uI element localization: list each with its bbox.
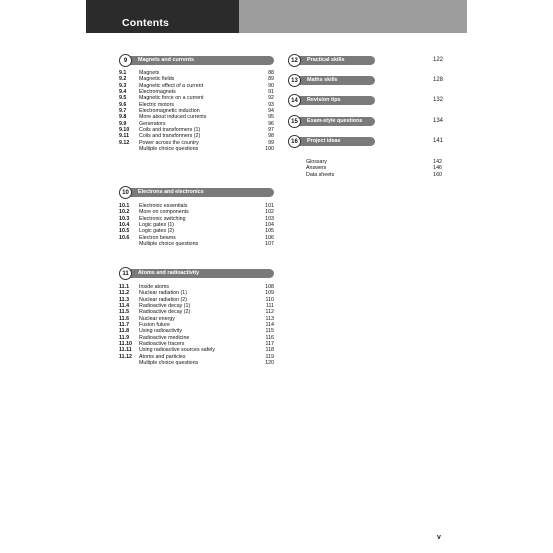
entry-number: 9.12: [119, 139, 130, 146]
entry-page: 111: [265, 303, 274, 310]
entry-page: 106: [265, 234, 274, 241]
entry-title: Coils and transformers (1): [139, 127, 201, 134]
entry-title: Data sheets: [306, 171, 335, 178]
entry-page: 116: [265, 334, 274, 341]
entry-page: 117: [265, 341, 274, 348]
entry-title: Multiple choice questions: [139, 146, 199, 153]
entry-title: Logic gates (2): [139, 228, 175, 235]
entry-number: 11.3: [119, 296, 130, 303]
entry-page: 115: [265, 328, 274, 335]
chapter-10-entries: [119, 203, 274, 247]
entry-title: Electromagnets: [139, 89, 176, 96]
chapter-heading-14[interactable]: [288, 95, 443, 106]
entry-title: Electromagnetic induction: [139, 108, 200, 115]
entry-number: 9.10: [119, 127, 130, 134]
entry-title: Atoms and particles: [139, 353, 186, 360]
entry-title: Magnetic effect of a current: [139, 82, 204, 89]
entry-page: 98: [268, 133, 274, 140]
entry-title: Fusion future: [139, 322, 170, 329]
chapter-title: Project ideas: [307, 138, 341, 144]
entry-page: 120: [265, 360, 274, 367]
chapter-heading-13[interactable]: [288, 75, 443, 86]
entry-page: 95: [268, 114, 274, 121]
chapter-heading-9[interactable]: [119, 55, 274, 66]
entry-title: Radioactive decay (1): [139, 303, 191, 310]
entry-title: Using radioactive sources safely: [139, 347, 215, 354]
chapter-title: Maths skills: [307, 77, 338, 83]
toc-entry[interactable]: [119, 360, 274, 366]
entry-page: 99: [268, 139, 274, 146]
chapter-number: 14: [288, 94, 301, 107]
chapter-number: 13: [288, 74, 301, 87]
entry-number: 9.7: [119, 108, 127, 115]
entry-title: Logic gates (1): [139, 222, 175, 229]
entry-number: 11.8: [119, 328, 130, 335]
entry-number: 9.3: [119, 82, 127, 89]
entry-page: 107: [265, 241, 274, 248]
entry-title: Answers: [306, 165, 327, 172]
entry-number: 9.9: [119, 120, 127, 127]
entry-number: 10.4: [119, 222, 130, 229]
entry-number: 10.5: [119, 228, 130, 235]
chapter-number: 10: [119, 186, 132, 199]
entry-title: Radioactive tracers: [139, 341, 185, 348]
entry-number: 10.1: [119, 203, 130, 209]
entry-number: 11.2: [119, 290, 130, 297]
entry-page: 146: [433, 165, 442, 172]
entry-title: More on components: [139, 209, 189, 216]
entry-title: Power across the country: [139, 139, 199, 146]
toc-entry[interactable]: [119, 241, 274, 247]
entry-title: Multiple choice questions: [139, 360, 199, 367]
chapter-number: 15: [288, 115, 301, 128]
entry-page: 114: [265, 322, 274, 329]
backmatter-entry-data-sheets[interactable]: [306, 172, 442, 178]
entry-number: 9.4: [119, 89, 127, 96]
entry-number: 11.9: [119, 334, 130, 341]
entry-number: 11.7: [119, 322, 130, 329]
entry-number: 11.6: [119, 315, 130, 322]
entry-page: 88: [268, 70, 274, 76]
entry-number: 11.1: [119, 284, 130, 290]
entry-title: Nuclear radiation (1): [139, 290, 187, 297]
entry-page: 97: [268, 127, 274, 134]
chapter-heading-12[interactable]: [288, 55, 443, 66]
chapter-9-entries: [119, 70, 274, 152]
entry-title: Multiple choice questions: [139, 241, 199, 248]
entry-title: Inside atoms: [139, 284, 170, 290]
entry-number: 9.8: [119, 114, 127, 121]
entry-number: 9.2: [119, 76, 127, 83]
entry-number: 9.5: [119, 95, 127, 102]
chapter-number: 12: [288, 54, 301, 67]
chapter-number: 11: [119, 267, 132, 280]
entry-title: Nuclear energy: [139, 315, 175, 322]
entry-number: 10.6: [119, 234, 130, 241]
chapter-page: 132: [432, 97, 443, 103]
entry-number: 10.2: [119, 209, 130, 216]
entry-number: 11.11: [119, 347, 132, 354]
entry-number: 9.1: [119, 70, 127, 76]
entry-number: 11.5: [119, 309, 130, 316]
entry-title: Magnetic fields: [139, 76, 175, 83]
entry-page: 109: [265, 290, 274, 297]
page-folio: v: [437, 534, 441, 541]
entry-page: 119: [265, 353, 274, 360]
entry-page: 100: [265, 146, 274, 153]
entry-number: 11.10: [119, 341, 132, 348]
backmatter-list: [306, 159, 442, 178]
chapter-number: 16: [288, 135, 301, 148]
entry-number: 9.6: [119, 101, 127, 108]
chapter-page: 128: [432, 77, 443, 83]
entry-page: 105: [265, 228, 274, 235]
entry-page: 112: [265, 309, 274, 316]
entry-page: 103: [265, 215, 274, 222]
entry-title: Radioactive decay (2): [139, 309, 191, 316]
entry-page: 102: [265, 209, 274, 216]
chapter-page: 141: [432, 138, 443, 144]
chapter-title: Exam-style questions: [307, 118, 363, 124]
entry-title: Radioactive medicine: [139, 334, 190, 341]
chapter-11-entries: [119, 284, 274, 366]
toc-entry[interactable]: [119, 146, 274, 152]
entry-page: 108: [265, 284, 274, 290]
entry-title: Electric motors: [139, 101, 175, 108]
chapter-heading-10[interactable]: [119, 187, 274, 198]
entry-page: 110: [265, 296, 274, 303]
entry-page: 89: [268, 76, 274, 83]
chapter-title: Electrons and electronics: [138, 189, 204, 195]
entry-number: 11.12: [119, 353, 132, 360]
chapter-heading-16[interactable]: [288, 136, 443, 147]
entry-number: 11.4: [119, 303, 130, 310]
entry-title: Coils and transformers (2): [139, 133, 201, 140]
entry-page: 118: [265, 347, 274, 354]
entry-page: 90: [268, 82, 274, 89]
entry-number: 9.11: [119, 133, 130, 140]
entry-page: 96: [268, 120, 274, 127]
chapter-heading-11[interactable]: [119, 268, 274, 279]
entry-title: Electron beams: [139, 234, 176, 241]
entry-title: Magnetic force on a current: [139, 95, 204, 102]
entry-title: Glossary: [306, 159, 327, 165]
entry-page: 113: [265, 315, 274, 322]
chapter-title: Atoms and radioactivity: [138, 270, 200, 276]
entry-title: Generators: [139, 120, 166, 127]
chapter-page: 134: [432, 118, 443, 124]
entry-page: 92: [268, 95, 274, 102]
chapter-title: Practical skills: [307, 57, 345, 63]
chapter-title: Magnets and currents: [138, 57, 195, 63]
chapter-page: 122: [432, 57, 443, 63]
entry-page: 101: [265, 203, 274, 209]
entry-title: Using radioactivity: [139, 328, 182, 335]
entry-title: More about induced currents: [139, 114, 207, 121]
entry-page: 160: [433, 171, 442, 178]
entry-page: 142: [433, 159, 442, 165]
entry-page: 94: [268, 108, 274, 115]
entry-title: Electronic switching: [139, 215, 186, 222]
entry-number: 10.3: [119, 215, 130, 222]
entry-page: 93: [268, 101, 274, 108]
page-title: Contents: [122, 17, 170, 29]
entry-page: 91: [268, 89, 274, 96]
chapter-title: Revision tips: [307, 97, 341, 103]
entry-title: Electronic essentials: [139, 203, 188, 209]
entry-page: 104: [265, 222, 274, 229]
entry-title: Nuclear radiation (2): [139, 296, 187, 303]
chapter-number: 9: [119, 54, 132, 67]
entry-title: Magnets: [139, 70, 160, 76]
chapter-heading-15[interactable]: [288, 116, 443, 127]
